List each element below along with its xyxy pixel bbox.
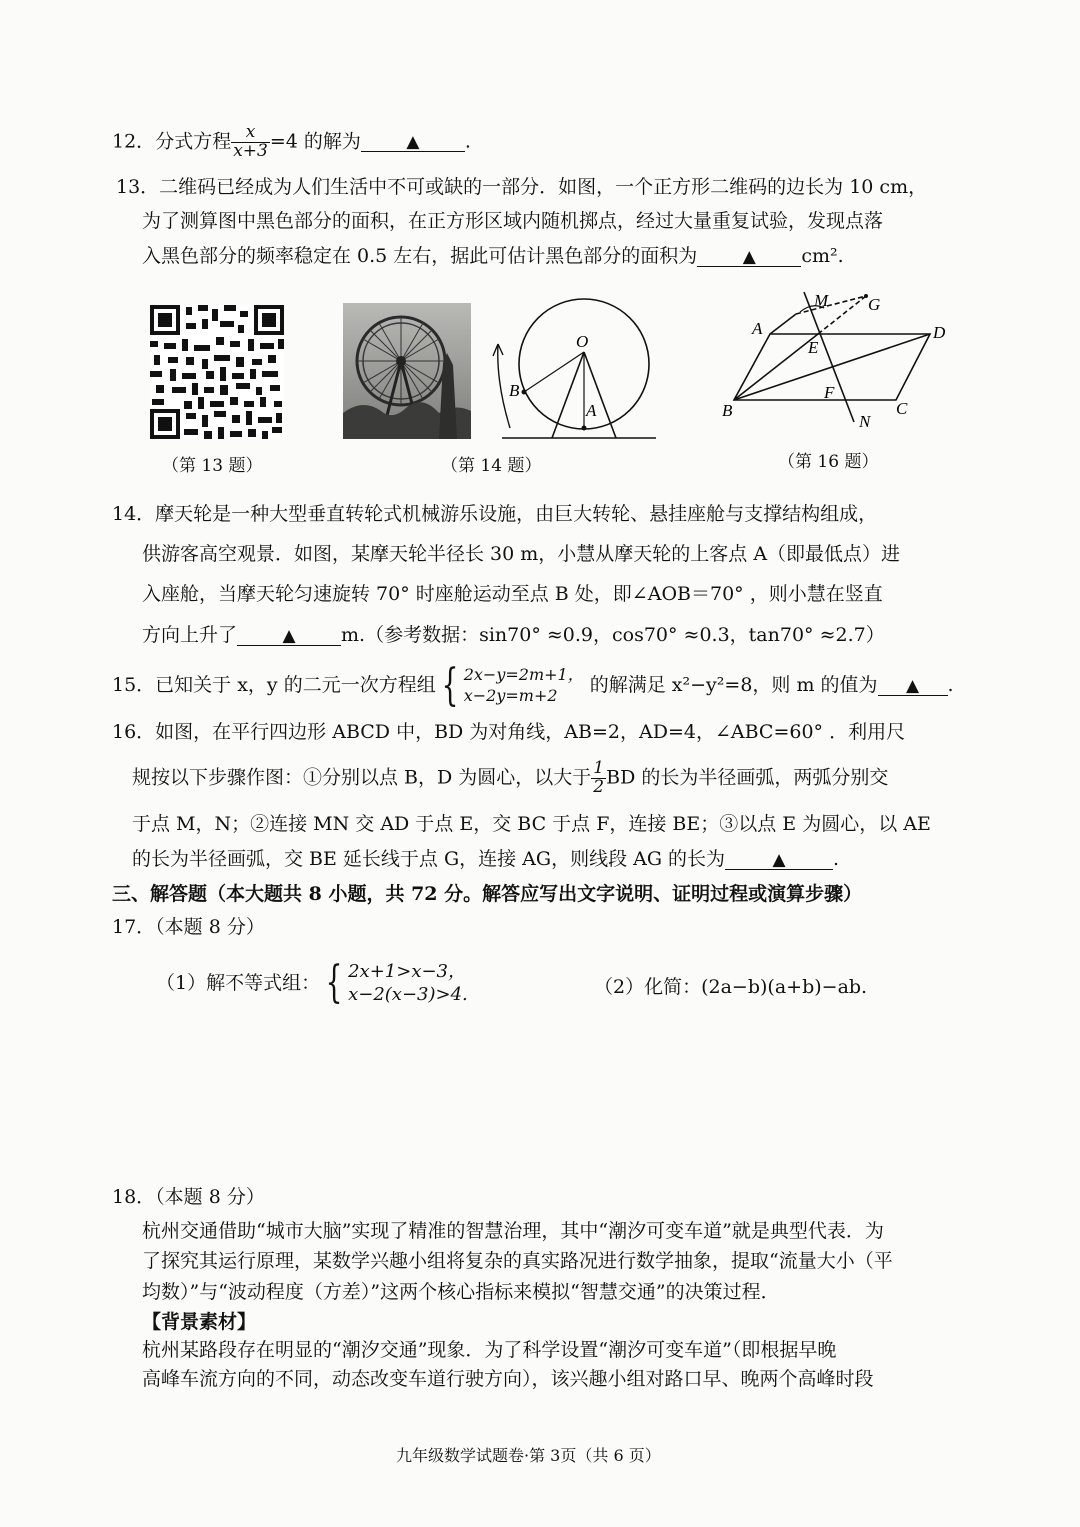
fig16-label-n: N (859, 412, 871, 431)
q12-number: 12． (112, 130, 156, 153)
blank-triangle-icon: ▲ (905, 676, 920, 696)
q13-line3 (142, 247, 844, 267)
q14-line2: 供游客高空观景．如图，某摩天轮半径长 30 m，小慧从摩天轮的上客点 A（即最低点）进 (142, 543, 901, 565)
q15-system (464, 665, 584, 707)
q17-ineq-system (348, 960, 468, 1007)
brace-icon: { (325, 957, 343, 1009)
q15-blank (878, 676, 948, 696)
q15-pre: 15．已知关于 x，y 的二元一次方程组 (112, 674, 436, 696)
fig16-label-m: M (814, 291, 829, 310)
q18-background-title: 【背景素材】 (142, 1311, 257, 1333)
fig14-label-o: O (576, 332, 589, 351)
q12-text: 分式方程 (155, 130, 232, 153)
fig16-caption: （第 16 题） (778, 452, 879, 472)
fig14-geometry (488, 292, 658, 452)
q13-line2: 为了测算图中黑色部分的面积，在正方形区域内随机掷点，经过大量重复试验，发现点落 (142, 210, 884, 232)
section3-title: 三、解答题（本大题共 8 小题，共 72 分。解答应写出文字说明、证明过程或演算步骤） (112, 883, 863, 905)
blank-triangle-icon: ▲ (772, 850, 786, 870)
q16-end: . (833, 848, 840, 870)
fig16-label-g: G (868, 295, 881, 314)
half-fraction (591, 760, 606, 797)
fig16-geometry (720, 282, 980, 432)
q15-end: . (947, 674, 954, 696)
fig16-label-f: F (824, 383, 835, 402)
q15-line (112, 660, 954, 711)
q17-part1-label: （1）解不等式组： (156, 971, 321, 994)
q18-head: 18．（本题 8 分） (112, 1186, 265, 1208)
fig16-label-a: A (752, 319, 763, 338)
q13-blank (697, 247, 801, 267)
blank-triangle-icon: ▲ (406, 132, 420, 153)
fig13-caption: （第 13 题） (162, 456, 263, 476)
q12-fraction (231, 124, 270, 161)
q18-line5: 高峰车流方向的不同，动态改变车道行驶方向），该兴趣小组对路口早、晚两个高峰时段 (142, 1368, 874, 1390)
q16-line4-text: 的长为半径画弧，交 BE 延长线于点 G，连接 AG，则线段 AG 的长为 (132, 848, 726, 870)
q17-ineq2: x−2(x−3)>4. (348, 984, 468, 1006)
q13-line1: 13．二维码已经成为人们生活中不可或缺的一部分．如图，一个正方形二维码的边长为 10 cm， (116, 176, 928, 198)
half-num: 1 (593, 758, 605, 778)
q18-line2: 了探究其运行原理，某数学兴趣小组将复杂的真实路况进行数学抽象，提取“流量大小（平 (142, 1250, 893, 1272)
blank-triangle-icon: ▲ (282, 626, 296, 646)
q14-line4-pre: 方向上升了 (142, 624, 238, 646)
q12-eq: =4 的解为 (269, 130, 361, 153)
page-footer: 九年级数学试题卷·第 3页（共 6 页） (396, 1446, 661, 1465)
fig14-caption: （第 14 题） (441, 456, 542, 476)
fig16-label-e: E (808, 338, 819, 357)
q17-ineq1: 2x+1>x−3， (348, 961, 466, 982)
q12-frac-num: x (231, 124, 270, 143)
q14-line4-post: m.（参考数据：sin70° ≈0.9，cos70° ≈0.3，tan70° ≈2.7） (341, 624, 885, 646)
q14-line1: 14．摩天轮是一种大型垂直转轮式机械游乐设施，由巨大转轮、悬挂座舱与支撑结构组成， (112, 503, 878, 525)
brace-icon: { (441, 660, 459, 711)
q12-end: . (464, 130, 471, 153)
q17-part1 (156, 957, 468, 1009)
fig14-label-b: B (509, 381, 520, 400)
q15-eq1: 2x−y=2m+1， (463, 665, 584, 685)
q15-eq2: x−2y=m+2 (463, 686, 558, 705)
q16-line2 (132, 760, 888, 797)
qr-code-figure (150, 305, 284, 439)
q13-unit: cm². (801, 245, 844, 267)
fig16-label-c: C (896, 399, 908, 418)
q15-post: 的解满足 x²−y²=8，则 m 的值为 (589, 674, 878, 696)
fig14-label-a: A (586, 401, 597, 420)
q18-line3: 均数）”与“波动程度（方差）”这两个核心指标来模拟“智慧交通”的决策过程． (142, 1281, 780, 1303)
q18-line1: 杭州交通借助“城市大脑”实现了精准的智慧治理，其中“潮汐可变车道”就是典型代表．为 (142, 1220, 884, 1242)
ferris-wheel-photo (343, 303, 471, 439)
q18-line4: 杭州某路段存在明显的“潮汐交通”现象．为了科学设置“潮汐可变车道”（即根据早晚 (142, 1339, 837, 1361)
q14-line4 (142, 626, 885, 646)
q17-part2: （2）化简：(2a−b)(a+b)−ab. (594, 976, 868, 998)
fig16-label-b: B (722, 401, 733, 420)
q16-line2-pre: 规按以下步骤作图：①分别以点 B，D 为圆心，以大于 (132, 766, 592, 789)
q12-frac-den: x+3 (233, 140, 268, 161)
q16-blank (725, 850, 833, 870)
q16-line3: 于点 M，N；②连接 MN 交 AD 于点 E，交 BC 于点 F，连接 BE；③以点 E 为圆心，以 AE (132, 813, 931, 835)
q12-blank (361, 132, 465, 152)
q13-line3-text: 入黑色部分的频率稳定在 0.5 左右，据此可估计黑色部分的面积为 (142, 245, 698, 267)
half-den: 2 (593, 776, 605, 797)
q16-line2-post: BD 的长为半径画弧，两弧分别交 (606, 766, 889, 789)
q16-line1: 16．如图，在平行四边形 ABCD 中，BD 为对角线，AB=2，AD=4，∠ABC=60° ．利用尺 (112, 721, 906, 743)
q12-line (112, 124, 471, 161)
blank-triangle-icon: ▲ (742, 247, 756, 267)
q17-head: 17．（本题 8 分） (112, 916, 265, 938)
q14-line3: 入座舱，当摩天轮匀速旋转 70° 时座舱运动至点 B 处，即∠AOB＝70° ，则小慧在竖直 (142, 583, 883, 605)
q16-line4 (132, 850, 839, 870)
q14-blank (237, 626, 341, 646)
fig16-label-d: D (933, 323, 946, 342)
